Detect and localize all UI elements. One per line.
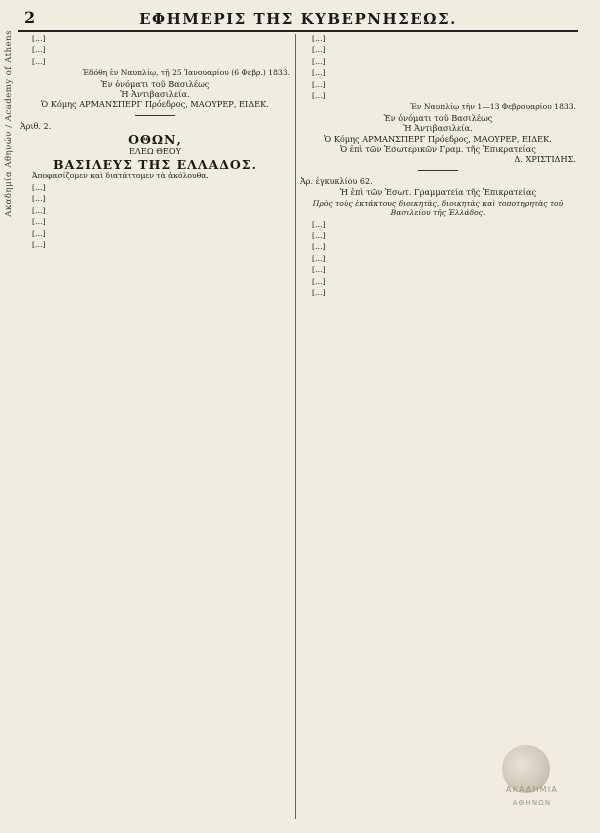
secretary-title: Ὁ ἐπὶ τῶν Ἐσωτερικῶν Γραμ. τῆς Ἐπικρατείας — [340, 144, 536, 155]
page-number: 2 — [24, 8, 36, 27]
paragraph: […] — [312, 45, 326, 55]
king-of-greece: ΒΑΣΙΛΕΥΣ ΤΗΣ ΕΛΛΑΔΟΣ. — [53, 157, 257, 173]
paragraph: […] — [32, 228, 46, 238]
dateline: Ἐν Ναυπλίῳ τὴν 1—13 Φεβρουαρίου 1833. — [410, 102, 576, 112]
regency-label: Ἡ Ἀντιβασιλεία. — [403, 123, 473, 134]
paragraph: […] — [312, 91, 326, 101]
article-number: Ἀριθ. 2. — [20, 121, 52, 131]
article-2: […] — [32, 194, 46, 204]
king-name: ΟΘΩΝ, — [128, 132, 182, 148]
paragraph: […] — [312, 230, 326, 240]
signers: Ὁ Κόμης ΑΡΜΑΝΣΠΕΡΓ Πρόεδρος, ΜΑΟΥΡΕΡ, ΕΙΔΕΚ. — [41, 99, 269, 110]
left-column — [20, 34, 290, 821]
right-column — [300, 34, 576, 821]
paragraph: […] — [312, 219, 326, 229]
page-header — [18, 8, 578, 32]
circular-number: Ἀρ. ἐγκυκλίου 62. — [300, 176, 373, 186]
divider-rule — [135, 115, 175, 116]
article-1: […] — [32, 182, 46, 192]
paragraph: […] — [32, 56, 46, 66]
circular-to: Πρὸς τοὺς ἐκτάκτους διοικητὰς, διοικητὰς καὶ τοποτηρητὰς τοῦ Βασιλείου τῆς Ἑλλάδος. — [312, 198, 564, 218]
paragraph: […] — [312, 276, 326, 286]
paragraph: […] — [312, 79, 326, 89]
side-watermark-text: Ακαδημία Αθηνών / Academy of Athens — [4, 30, 14, 217]
stamp-line-2: ΑΘΗΝΩΝ — [512, 799, 552, 807]
paragraph: […] — [312, 265, 326, 275]
regency-label: Ἡ Ἀντιβασιλεία. — [120, 89, 190, 100]
dateline: Ἐδόθη ἐν Ναυπλίῳ, τῇ 25 Ἰανουαρίου (6 Φεβρ.) 1833. — [82, 68, 290, 78]
circular-from: Ἡ ἐπὶ τῶν Ἐσωτ. Γραμματεία τῆς Ἐπικρατείας — [339, 187, 537, 198]
column-divider — [295, 34, 296, 819]
signers: Ὁ Κόμης ΑΡΜΑΝΣΠΕΡΓ Πρόεδρος, ΜΑΟΥΡΕΡ, ΕΙΔΕΚ. — [324, 133, 552, 144]
stamp-line-1: ΑΚΑΔΗΜΙΑ — [505, 785, 558, 794]
in-name-of-king: Ἐν ὀνόματι τοῦ Βασιλέως — [100, 78, 210, 89]
paragraph: […] — [312, 287, 326, 297]
article-3: […] — [32, 217, 46, 227]
secretary-name: Δ. ΧΡΙΣΤΙΔΗΣ. — [514, 154, 576, 165]
academy-stamp — [478, 743, 586, 819]
paragraph: […] — [32, 45, 46, 55]
paragraph: […] — [32, 34, 46, 43]
paragraph: […] — [312, 242, 326, 252]
in-name-of-king: Ἐν ὀνόματι τοῦ Βασιλέως — [383, 112, 493, 123]
page-title: ΕΦΗΜΕΡΙΣ ΤΗΣ ΚΥΒΕΡΝΗΣΕΩΣ. — [139, 10, 457, 28]
divider-rule — [418, 170, 458, 171]
paragraph: […] — [312, 68, 326, 78]
paragraph: […] — [312, 253, 326, 263]
decree-intro: Ἀποφασίζομεν καὶ διατάττομεν τὰ ἀκόλουθα. — [32, 171, 209, 181]
paragraph: […] — [32, 205, 46, 215]
by-grace-of-god: ΕΛΕΩ ΘΕΟΥ — [128, 145, 182, 156]
paragraph: […] — [32, 239, 46, 249]
paragraph: […] — [312, 56, 326, 66]
paragraph: […] — [312, 34, 326, 43]
